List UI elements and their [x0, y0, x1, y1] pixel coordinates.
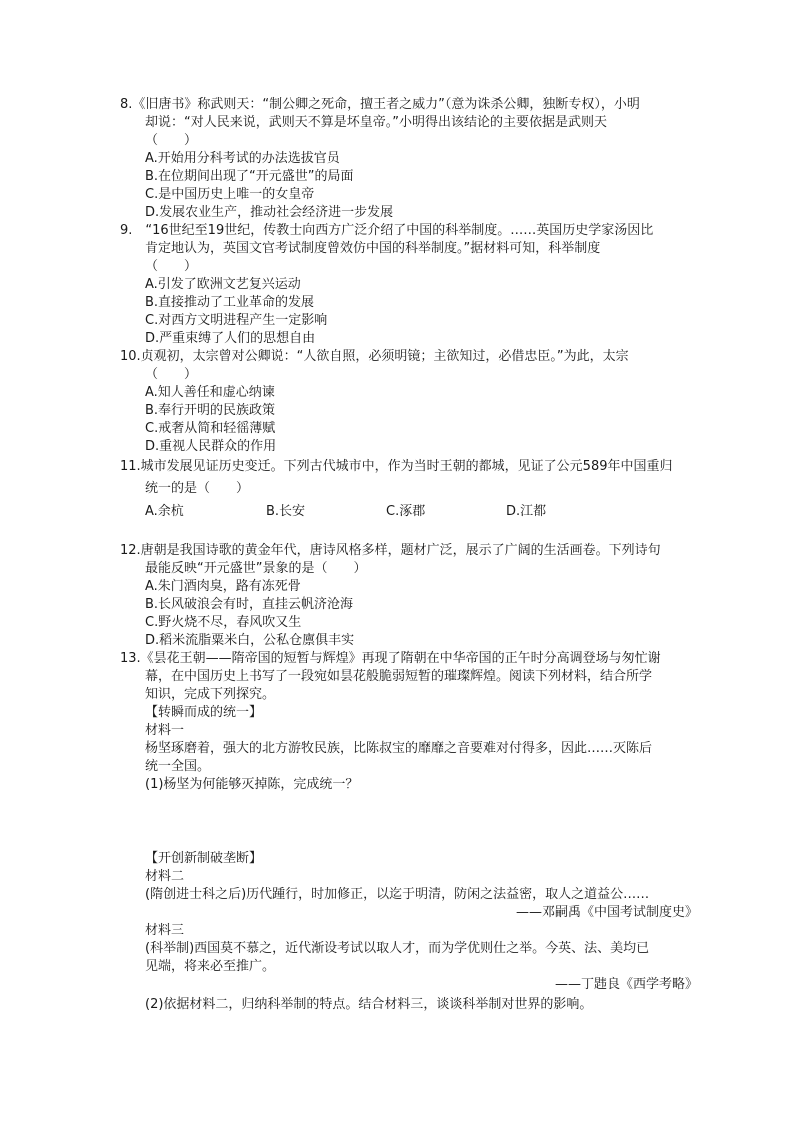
q10-option-c: C.戒奢从简和轻徭薄赋 — [145, 421, 276, 436]
q13-material3-line1: (科举制)西国莫不慕之，近代渐设考试以取人才，而为学优则仕之举。今英、法、美均已 — [145, 941, 650, 956]
q13-material1-line2: 统一全国。 — [145, 759, 211, 774]
q8-stem-line2: 却说：“对人民来说，武则天不算是坏皇帝。”小明得出该结论的主要依据是武则天 — [145, 115, 607, 130]
q13-stem-line1: 13.《昙花王朝——隋帝国的短暂与辉煌》再现了隋朝在中华帝国的正午时分高调登场与匆忙谢 — [120, 651, 661, 666]
q11-option-c: C.涿郡 — [386, 504, 426, 519]
q13-subquestion-1: (1)杨坚为何能够灭掉陈，完成统一？ — [145, 777, 359, 792]
q13-section-heading-1: 【转瞬而成的统一】 — [145, 705, 263, 720]
q13-material1-line1: 杨坚琢磨着，强大的北方游牧民族，比陈叔宝的靡靡之音要难对付得多，因此……灭陈后 — [145, 741, 653, 756]
q8-option-b: B.在位期间出现了“开元盛世”的局面 — [145, 169, 354, 184]
q12-stem-line1: 12.唐朝是我国诗歌的黄金年代，唐诗风格多样，题材广泛，展示了广阔的生活画卷。下列诗句 — [120, 543, 661, 558]
q9-option-d: D.严重束缚了人们的思想自由 — [145, 331, 316, 346]
q10-option-a: A.知人善任和虚心纳谏 — [145, 385, 275, 400]
q13-material2-line1: (隋创进士科之后)历代踵行，时加修正，以迄于明清，防闲之法益密，取人之道益公…… — [145, 887, 650, 902]
q11-stem-line2: 统一的是（ ） — [145, 481, 250, 496]
q13-material2-source: ——邓嗣禹《中国考试制度史》 — [515, 905, 698, 920]
q8-option-c: C.是中国历史上唯一的女皇帝 — [145, 187, 315, 202]
q10-option-b: B.奉行开明的民族政策 — [145, 403, 276, 418]
q13-stem-line3: 知识，完成下列探究。 — [145, 687, 276, 702]
q9-answer-paren: （ ） — [145, 259, 198, 274]
q10-option-d: D.重视人民群众的作用 — [145, 439, 277, 454]
q10-stem-line1: 10.贞观初，太宗曾对公卿说：“人欲自照，必须明镜；主欲知过，必借忠臣。”为此，太宗 — [120, 349, 629, 364]
q10-answer-paren: （ ） — [145, 367, 198, 382]
q12-option-d: D.稻米流脂粟米白，公私仓廪俱丰实 — [145, 633, 355, 648]
q8-option-d: D.发展农业生产，推动社会经济进一步发展 — [145, 205, 394, 220]
q9-stem-line1: 9. “16世纪至19世纪，传教士向西方广泛介绍了中国的科举制度。……英国历史学家汤因比 — [120, 223, 654, 238]
q13-subquestion-2: (2)依据材料二，归纳科举制的特点。结合材料三，谈谈科举制对世界的影响。 — [145, 997, 593, 1012]
q13-material3-title: 材料三 — [145, 923, 185, 938]
q13-material3-line2: 见端，将来必至推广。 — [145, 959, 276, 974]
q8-answer-paren: （ ） — [145, 133, 198, 148]
q9-option-a: A.引发了欧洲文艺复兴运动 — [145, 277, 301, 292]
q12-stem-line2: 最能反映“开元盛世”景象的是（ ） — [145, 561, 367, 576]
q8-stem-line1: 8.《旧唐书》称武则天：“制公卿之死命，擅王者之威力”（意为诛杀公卿，独断专权），小明 — [120, 97, 640, 112]
q8-option-a: A.开始用分科考试的办法选拔官员 — [145, 151, 340, 166]
q11-option-b: B.长安 — [266, 504, 306, 519]
q11-option-d: D.江都 — [506, 504, 547, 519]
q13-section-heading-2: 【开创新制破垄断】 — [145, 851, 263, 866]
q9-option-c: C.对西方文明进程产生一定影响 — [145, 313, 328, 328]
q12-option-a: A.朱门酒肉臭，路有冻死骨 — [145, 579, 301, 594]
q11-stem-line1: 11.城市发展见证历史变迁。下列古代城市中，作为当时王朝的都城，见证了公元589年中国重归 — [120, 459, 673, 474]
q9-option-b: B.直接推动了工业革命的发展 — [145, 295, 315, 310]
q13-material2-title: 材料二 — [145, 869, 185, 884]
q13-stem-line2: 幕，在中国历史上书写了一段宛如昙花般脆弱短暂的璀璨辉煌。阅读下列材料，结合所学 — [145, 669, 653, 684]
q12-option-c: C.野火烧不尽，春风吹又生 — [145, 615, 302, 630]
q13-material3-source: ——丁韪良《西学考略》 — [554, 977, 698, 992]
q12-option-b: B.长风破浪会有时，直挂云帆济沧海 — [145, 597, 354, 612]
q9-stem-line2: 肯定地认为，英国文官考试制度曾效仿中国的科举制度。”据材料可知，科举制度 — [145, 241, 601, 256]
q13-material1-title: 材料一 — [145, 723, 185, 738]
q11-option-a: A.余杭 — [145, 504, 184, 519]
